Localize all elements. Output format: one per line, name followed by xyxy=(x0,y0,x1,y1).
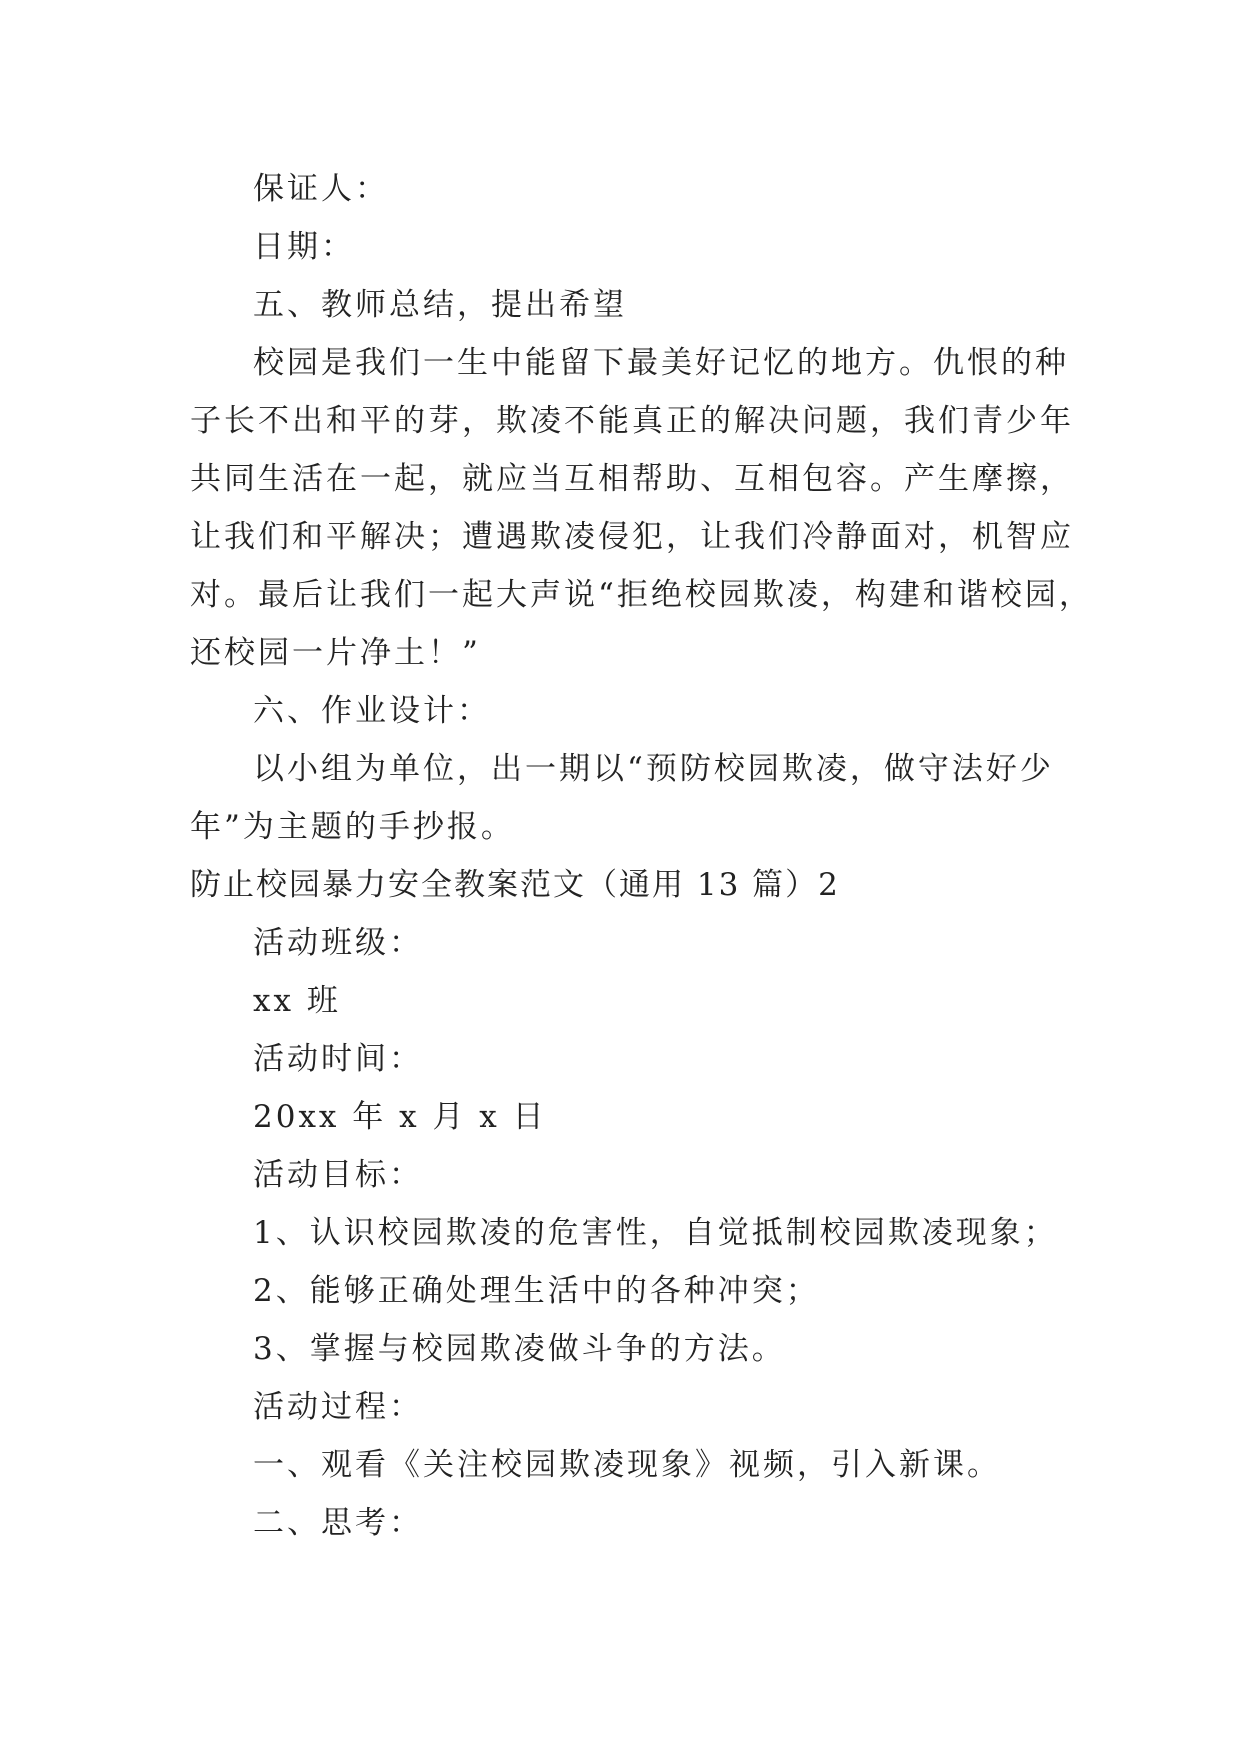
activity-class-value: xx 班 xyxy=(253,983,341,1019)
goal-item: 2、能够正确处理生活中的各种冲突； xyxy=(253,1273,820,1309)
process-step: 一、观看《关注校园欺凌现象》视频，引入新课。 xyxy=(253,1447,1001,1483)
activity-process-label: 活动过程： xyxy=(253,1389,423,1425)
paragraph-line: 子长不出和平的芽，欺凌不能真正的解决问题，我们青少年 xyxy=(190,403,1074,439)
activity-time-value: 20xx 年 x 月 x 日 xyxy=(253,1099,547,1135)
guarantor-label: 保证人： xyxy=(253,171,389,207)
activity-goals-label: 活动目标： xyxy=(253,1157,423,1193)
paragraph-line: 共同生活在一起，就应当互相帮助、互相包容。产生摩擦， xyxy=(190,461,1074,497)
date-label: 日期： xyxy=(253,229,355,265)
paragraph-line: 让我们和平解决；遭遇欺凌侵犯，让我们冷静面对，机智应 xyxy=(190,519,1074,555)
paragraph-line: 年”为主题的手抄报。 xyxy=(190,809,515,845)
paragraph-line: 校园是我们一生中能留下最美好记忆的地方。仇恨的种 xyxy=(253,345,1069,381)
activity-time-label: 活动时间： xyxy=(253,1041,423,1077)
document-body xyxy=(190,160,1093,1552)
goal-item: 1、认识校园欺凌的危害性，自觉抵制校园欺凌现象； xyxy=(253,1215,1058,1251)
paragraph-line: 还校园一片净土！” xyxy=(190,635,481,671)
section-heading-teacher-summary: 五、教师总结，提出希望 xyxy=(253,287,627,323)
goal-item: 3、掌握与校园欺凌做斗争的方法。 xyxy=(253,1331,786,1367)
process-step: 二、思考： xyxy=(253,1505,423,1541)
paragraph-line: 以小组为单位，出一期以“预防校园欺凌，做守法好少 xyxy=(253,751,1054,787)
summary-paragraph xyxy=(190,334,1093,682)
section-title: 防止校园暴力安全教案范文（通用 13 篇）2 xyxy=(190,867,840,903)
homework-paragraph xyxy=(190,740,1070,856)
activity-class-label: 活动班级： xyxy=(253,925,423,961)
section-heading-homework: 六、作业设计： xyxy=(253,693,491,729)
paragraph-line: 对。最后让我们一起大声说“拒绝校园欺凌，构建和谐校园， xyxy=(190,577,1093,613)
